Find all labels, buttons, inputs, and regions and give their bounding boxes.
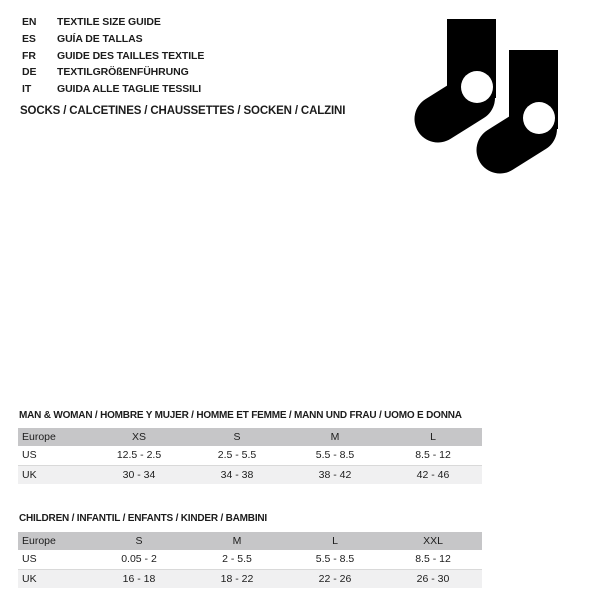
table-header-cell: M	[330, 431, 340, 443]
table-cell: 26 - 30	[416, 572, 450, 585]
table-header-cell: M	[232, 535, 242, 547]
row-label: UK	[22, 572, 37, 585]
table-header-cell: Europe	[22, 431, 56, 443]
table-cell: 18 - 22	[220, 572, 254, 585]
language-row-it	[22, 81, 204, 98]
table-header-cell: S	[135, 535, 143, 547]
size-table-children	[18, 532, 482, 588]
table-cell: 42 - 46	[416, 468, 450, 481]
language-label: GUÍA DE TALLAS	[57, 33, 143, 46]
language-code: ES	[22, 33, 36, 46]
language-list	[22, 14, 204, 97]
table-cell: 22 - 26	[318, 572, 352, 585]
table-header-cell: Europe	[22, 535, 56, 547]
table-row-uk	[18, 569, 482, 588]
table-cell: 16 - 18	[122, 572, 156, 585]
table-header-cell: XXL	[423, 535, 443, 547]
language-row-es	[22, 31, 204, 48]
table-header-row	[18, 428, 482, 446]
table-cell: 0.05 - 2	[121, 553, 157, 566]
table-cell: 8.5 - 12	[415, 449, 451, 462]
language-row-en	[22, 14, 204, 31]
table-cell: 5.5 - 8.5	[315, 553, 355, 566]
table-cell: 2.5 - 5.5	[217, 449, 257, 462]
language-label: GUIDE DES TAILLES TEXTILE	[57, 49, 205, 62]
language-row-fr	[22, 47, 204, 64]
table-cell: 38 - 42	[318, 468, 352, 481]
table-cell: 30 - 34	[122, 468, 156, 481]
language-label: TEXTILE SIZE GUIDE	[57, 16, 161, 29]
table-header-cell: L	[430, 431, 436, 443]
table-row-uk	[18, 465, 482, 484]
table-cell: 5.5 - 8.5	[315, 449, 355, 462]
socks-icon	[400, 10, 570, 185]
table-cell: 8.5 - 12	[415, 553, 451, 566]
table-cell: 12.5 - 2.5	[116, 449, 162, 462]
table-header-cell: S	[233, 431, 241, 443]
table-row-us	[18, 446, 482, 465]
row-label: US	[22, 449, 37, 462]
language-code: DE	[22, 66, 37, 79]
row-label: US	[22, 553, 37, 566]
table-cell: 34 - 38	[220, 468, 254, 481]
table-row-us	[18, 550, 482, 569]
table-title-children: CHILDREN / INFANTIL / ENFANTS / KINDER / BAMBINI	[19, 513, 267, 524]
table-cell: 2 - 5.5	[222, 553, 252, 566]
table-header-row	[18, 532, 482, 550]
row-label: UK	[22, 468, 37, 481]
table-title-adult: MAN & WOMAN / HOMBRE Y MUJER / HOMME ET FEMME / MANN UND FRAU / UOMO E DONNA	[19, 410, 462, 421]
language-label: TEXTILGRÖßENFÜHRUNG	[57, 66, 189, 79]
language-code: FR	[22, 49, 36, 62]
category-line: SOCKS / CALCETINES / CHAUSSETTES / SOCKEN / CALZINI	[20, 105, 346, 117]
size-table-adult	[18, 428, 482, 484]
language-code: IT	[22, 83, 32, 96]
language-row-de	[22, 64, 204, 81]
language-code: EN	[22, 16, 37, 29]
language-label: GUIDA ALLE TAGLIE TESSILI	[57, 83, 202, 96]
table-header-cell: XS	[131, 431, 146, 443]
table-header-cell: L	[332, 535, 338, 547]
